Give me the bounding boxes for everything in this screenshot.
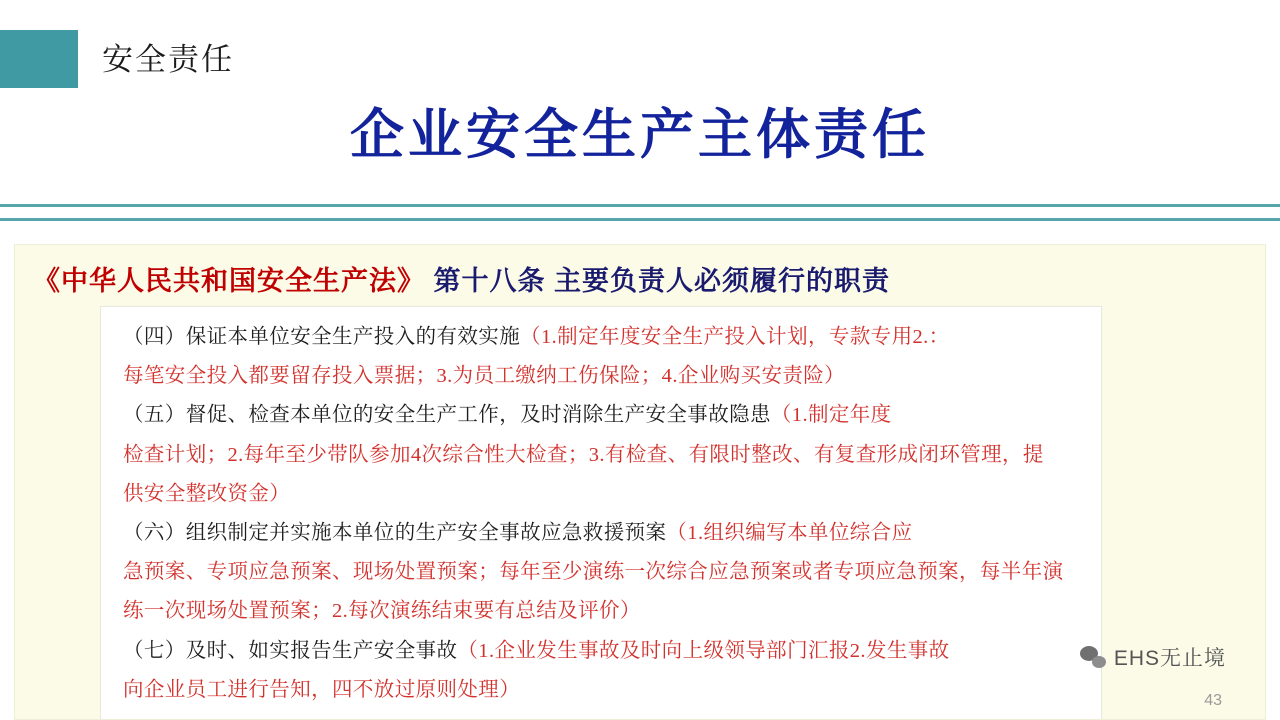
page-number: 43 [1204, 692, 1222, 709]
kicker-row [0, 30, 1280, 88]
document-line [123, 399, 1079, 432]
document-line-red: 检查计划；2.每年至少带队参加4次综合性大检查；3.有检查、有限时整改、有复查形成闭环管理，提 [123, 443, 1044, 466]
document-line-black: （五）督促、检查本单位的安全生产工作，及时消除生产安全事故隐患 [123, 404, 771, 427]
kicker-accent-bar [0, 30, 78, 88]
divider-bottom [0, 218, 1280, 221]
content-panel [14, 244, 1266, 720]
document-line-red: 供安全整改资金） [123, 482, 291, 505]
document-line [123, 478, 1079, 511]
document-line [123, 635, 1079, 668]
wechat-badge [1080, 642, 1226, 672]
document-line [123, 595, 1079, 628]
wechat-account-name: EHS无止境 [1113, 647, 1226, 670]
document-line [123, 674, 1079, 707]
document-line-black: （七）及时、如实报告生产安全事故 [123, 639, 458, 662]
kicker-label: 安全责任 [102, 41, 234, 77]
document-line-red: （1.组织编写本单位综合应 [666, 522, 913, 545]
document-line-red: 向企业员工进行告知，四不放过原则处理） [123, 678, 521, 701]
document-line-red: （1.制定年度安全生产投入计划，专款专用2.： [520, 326, 950, 348]
panel-heading-article: 第十八条 主要负责人必须履行的职责 [425, 266, 891, 296]
document-line-red: 急预案、专项应急预案、现场处置预案；每年至少演练一次综合应急预案或者专项应急预案，每半年演 [123, 561, 1064, 584]
document-line-red: （1.制定年度 [770, 404, 892, 427]
document-line-black: （六）组织制定并实施本单位的生产安全事故应急救援预案 [123, 522, 667, 545]
panel-heading [33, 259, 1265, 298]
divider-top [0, 204, 1280, 207]
document-line-red: 练一次现场处置预案；2.每次演练结束要有总结及评价） [123, 600, 641, 623]
page-title: 企业安全生产主体责任 [350, 105, 930, 165]
wechat-icon [1080, 646, 1106, 668]
scanned-document [101, 307, 1101, 720]
document-line [123, 321, 1079, 354]
document-line-red: 每笔安全投入都要留存投入票据；3.为员工缴纳工伤保险；4.企业购买安责险） [123, 365, 846, 388]
document-line [123, 556, 1079, 589]
document-line-red: （1.企业发生事故及时向上级领导部门汇报2.发生事故 [457, 639, 950, 662]
document-line-black: （四）保证本单位安全生产投入的有效实施 [123, 326, 521, 348]
panel-heading-law: 《中华人民共和国安全生产法》 [33, 266, 425, 296]
document-line [123, 360, 1079, 393]
document-line [123, 439, 1079, 472]
document-line [123, 517, 1079, 550]
